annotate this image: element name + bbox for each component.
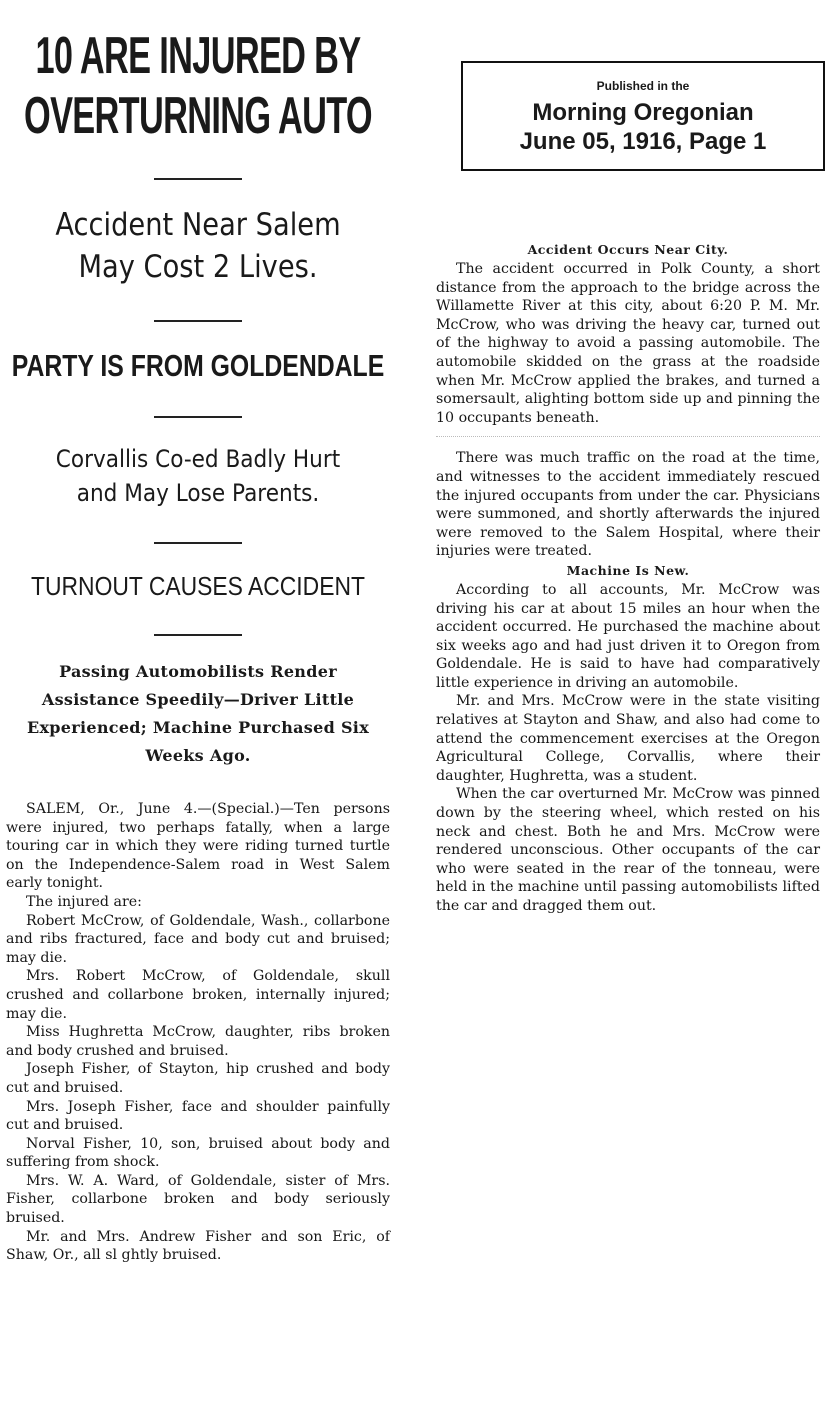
divider-rule [154,416,242,418]
deck-headline-1 [29,204,367,288]
paragraph: Mrs. W. A. Ward, of Goldendale, sister of Mrs. Fisher, collarbone broken and body seriously bruised. [6,1172,390,1227]
paragraph: Robert McCrow, of Goldendale, Wash., collarbone and ribs fractured, face and body cut and bruised; may die. [6,912,390,966]
paragraph: Joseph Fisher, of Stayton, hip crushed and body cut and bruised. [6,1061,390,1096]
article-body-right-3 [436,581,820,916]
paragraph: The injured are: [26,893,142,910]
subhead: Machine Is New. [566,562,690,578]
published-in-label: Published in the [596,79,690,93]
deck-headline-3 [25,442,371,510]
publication-date: June 05, 1916, Page 1 [519,128,767,155]
article-body-right-2 [436,449,820,561]
newspaper-name: Morning Oregonian [532,99,754,126]
paragraph: Mrs. Robert McCrow, of Goldendale, skull crushed and collarbone broken, internally injured; may die. [6,968,390,1022]
divider-rule [154,178,242,180]
paragraph: Norval Fisher, 10, son, bruised about body and suffering from shock. [6,1135,390,1171]
paragraph: When the car overturned Mr. McCrow was pinned down by the steering wheel, which rested on his neck and chest. Both he and Mrs. McCrow were rendered unconscious. Other occupants of the car who were seated in the rear of the tonneau, were held in the machine until passing automobilists lifted the car and dragged them out. [436,786,820,914]
divider-rule [154,634,242,636]
divider-rule [154,320,242,322]
paragraph: Mr. and Mrs. McCrow were in the state visiting relatives at Stayton and Shaw, and also had come to attend the commencement exercises at the Oregon Agricultural College, Corvallis, where their daughter, Hughretta, was a student. [436,693,820,784]
main-headline-line-2: OVERTURNING AUTO [24,87,372,145]
deck-headline-4: TURNOUT CAUSES ACCIDENT [31,571,365,601]
deck-1-line-1: Accident Near Salem [55,207,341,243]
right-column [436,0,820,916]
main-headline-line-1: 10 ARE INJURED BY [35,27,361,85]
paragraph: There was much traffic on the road at the time, and witnesses to the accident immediately rescued the injured occupants from under the car. Physicians were summoned, and shortly afterwards the injured were removed to the Salem Hospital, where their injuries were treated. [436,450,820,560]
deck-1-line-2: May Cost 2 Lives. [78,249,318,285]
paragraph: SALEM, Or., June 4.—(Special.)—Ten persons were injured, two perhaps fatally, when a large touring car in which they were riding turned turtle on the Independence-Salem road in West Salem early tonight. [6,801,390,892]
deck-headline-2: PARTY IS FROM GOLDENDALE [11,348,385,383]
paragraph: Miss Hughretta McCrow, daughter, ribs broken and body crushed and bruised. [6,1024,390,1059]
deck-3-line-2: and May Lose Parents. [76,479,320,507]
main-headline [7,26,390,146]
deck-summary: Passing Automobilists Render Assistance Speedily—Driver Little Experienced; Machine Purchased Six Weeks Ago. [26,662,370,765]
paragraph: The accident occurred in Polk County, a short distance from the approach to the bridge across the Willamette River at this city, about 6:20 P. M. Mr. McCrow, who was driving the heavy car, turned out of the highway to avoid a passing automobile. The automobile skidded on the grass at the roadside when Mr. McCrow applied the brakes, and turned a somersault, alighting bottom side up and pinning the 10 occupants beneath. [436,261,820,426]
deck-3-line-1: Corvallis Co-ed Badly Hurt [55,445,341,473]
column-break [436,427,820,449]
divider-rule [154,542,242,544]
paragraph: According to all accounts, Mr. McCrow was driving his car at about 15 miles an hour when the accident occurred. He purchased the machine about six weeks ago and had just driven it to Oregon from Goldendale. He is said to have had comparatively little experience in driving an automobile. [436,581,820,691]
subhead: Accident Occurs Near City. [527,242,729,257]
paragraph: Mr. and Mrs. Andrew Fisher and son Eric, of Shaw, Or., all sl ghtly bruised. [6,1228,390,1264]
article-body-right [436,260,820,427]
article-body-left [6,800,390,1265]
left-column [6,14,390,1265]
paragraph: Mrs. Joseph Fisher, face and shoulder painfully cut and bruised. [6,1098,390,1134]
